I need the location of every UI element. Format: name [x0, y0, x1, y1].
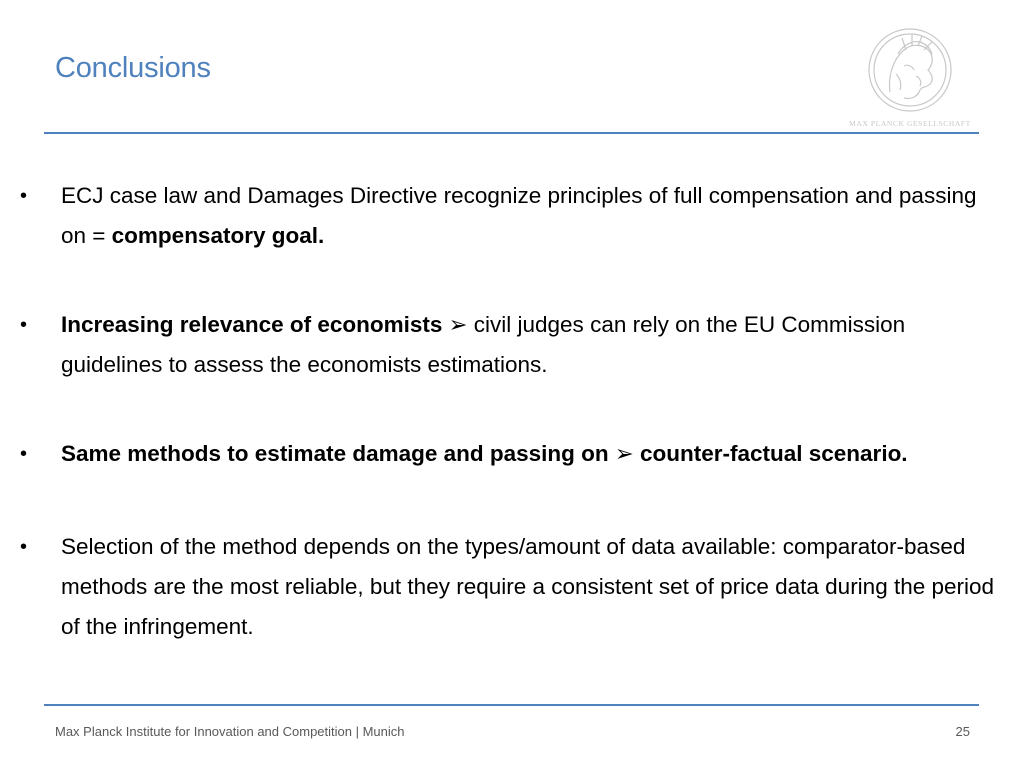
slide-title: Conclusions — [55, 52, 211, 84]
footer-institute: Max Planck Institute for Innovation and Competition | Munich — [55, 724, 405, 739]
title-divider — [44, 132, 979, 134]
bullet-1-text: ECJ case law and Damages Directive recognize principles of full compensation and passing on = compensatory goal. — [61, 183, 977, 248]
bullet-3-text: Same methods to estimate damage and passing on ➢ counter-factual scenario. — [61, 441, 908, 466]
bullet-icon: • — [20, 185, 28, 207]
logo-caption: MAX PLANCK GESELLSCHAFT — [849, 119, 971, 128]
footer-divider — [44, 704, 979, 706]
minerva-seal-icon — [846, 26, 976, 130]
bullet-icon: • — [20, 443, 28, 465]
bullet-item-2 — [20, 305, 1000, 385]
bullet-icon: • — [20, 314, 28, 336]
bullet-item-3 — [20, 434, 1000, 474]
page-number: 25 — [955, 724, 970, 739]
bullet-icon: • — [20, 536, 28, 558]
bullet-list — [20, 176, 1000, 696]
bullet-2-text: Increasing relevance of economists ➢ civil judges can rely on the EU Commission guidelines to assess the economists estimations. — [61, 312, 906, 377]
max-planck-logo — [846, 26, 976, 130]
bullet-item-1 — [20, 176, 1000, 256]
bullet-4-text: Selection of the method depends on the types/amount of data available: comparator-based methods are the most reliable, but they require a consistent set of price data during the period of the infringement. — [61, 534, 995, 639]
bullet-item-4 — [20, 527, 1000, 647]
